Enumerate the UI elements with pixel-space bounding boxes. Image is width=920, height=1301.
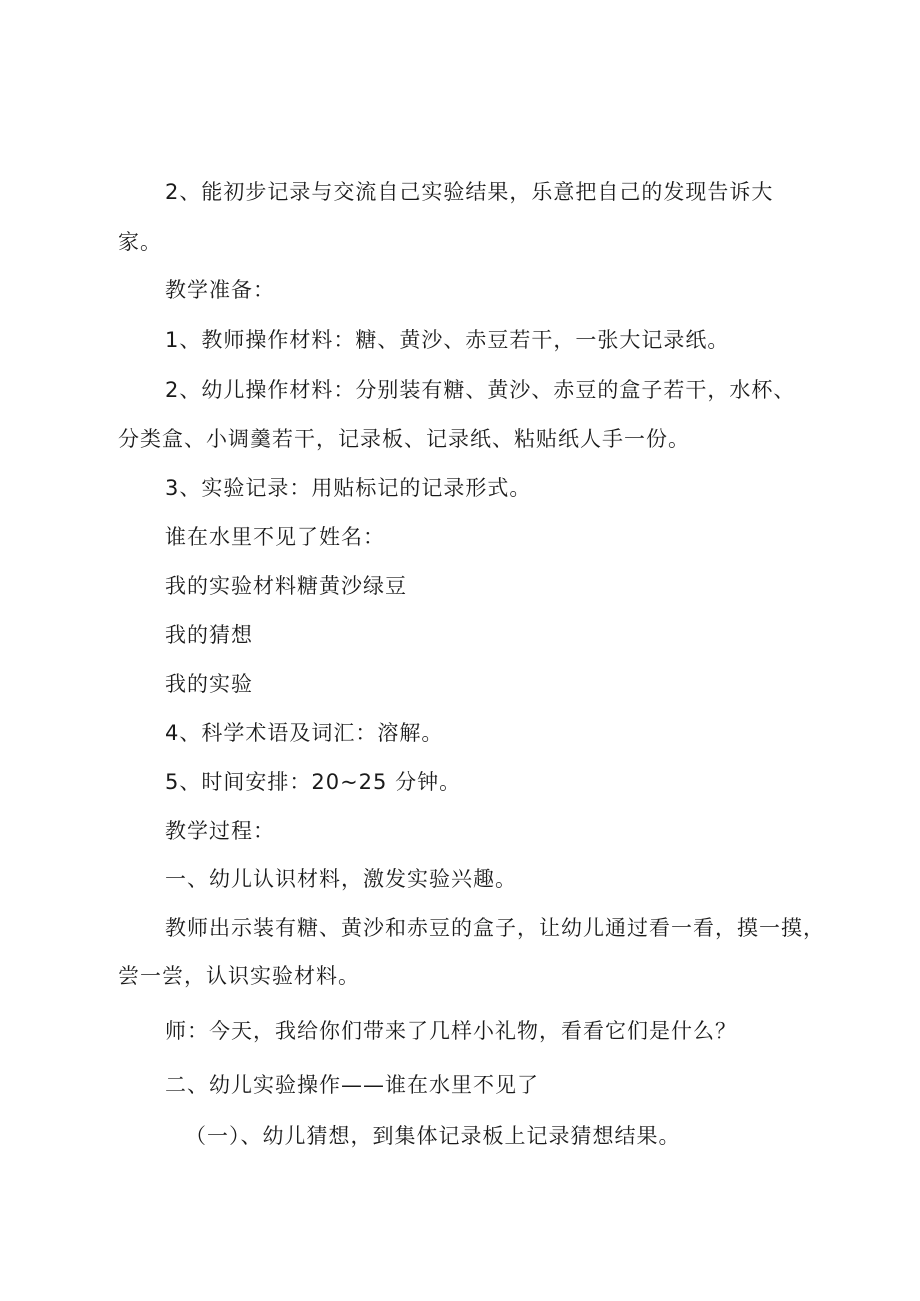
record-guess-row: 我的猜想 bbox=[165, 623, 253, 647]
objective-2-line-2: 家。 bbox=[118, 230, 162, 254]
section-heading-preparation: 教学准备： bbox=[165, 278, 275, 302]
teacher-dialogue: 师：今天，我给你们带来了几样小礼物，看看它们是什么？ bbox=[165, 1019, 737, 1043]
process-step-1-heading: 一、幼儿认识材料，激发实验兴趣。 bbox=[165, 867, 517, 891]
preparation-item-1: 1、教师操作材料：糖、黄沙、赤豆若干，一张大记录纸。 bbox=[165, 328, 730, 352]
objective-2-line-1: 2、能初步记录与交流自己实验结果，乐意把自己的发现告诉大 bbox=[165, 180, 774, 204]
record-materials-row: 我的实验材料糖黄沙绿豆 bbox=[165, 574, 407, 598]
preparation-item-5: 5、时间安排：20~25 分钟。 bbox=[165, 770, 462, 794]
process-step-1-text-line-1: 教师出示装有糖、黄沙和赤豆的盒子，让幼儿通过看一看，摸一摸， bbox=[165, 916, 825, 940]
record-experiment-row: 我的实验 bbox=[165, 672, 253, 696]
record-table-title: 谁在水里不见了姓名： bbox=[165, 525, 385, 549]
preparation-item-2-line-2: 分类盒、小调羹若干，记录板、记录纸、粘贴纸人手一份。 bbox=[118, 427, 690, 451]
preparation-item-2-line-1: 2、幼儿操作材料：分别装有糖、黄沙、赤豆的盒子若干，水杯、 bbox=[165, 378, 796, 402]
preparation-item-4: 4、科学术语及词汇：溶解。 bbox=[165, 721, 444, 745]
process-step-2-heading: 二、幼儿实验操作——谁在水里不见了 bbox=[165, 1073, 539, 1097]
process-step-2-sub-1: （一）、幼儿猜想，到集体记录板上记录猜想结果。 bbox=[185, 1124, 681, 1148]
section-heading-process: 教学过程： bbox=[165, 819, 275, 843]
preparation-item-3: 3、实验记录：用贴标记的记录形式。 bbox=[165, 476, 532, 500]
process-step-1-text-line-2: 尝一尝，认识实验材料。 bbox=[118, 964, 360, 988]
